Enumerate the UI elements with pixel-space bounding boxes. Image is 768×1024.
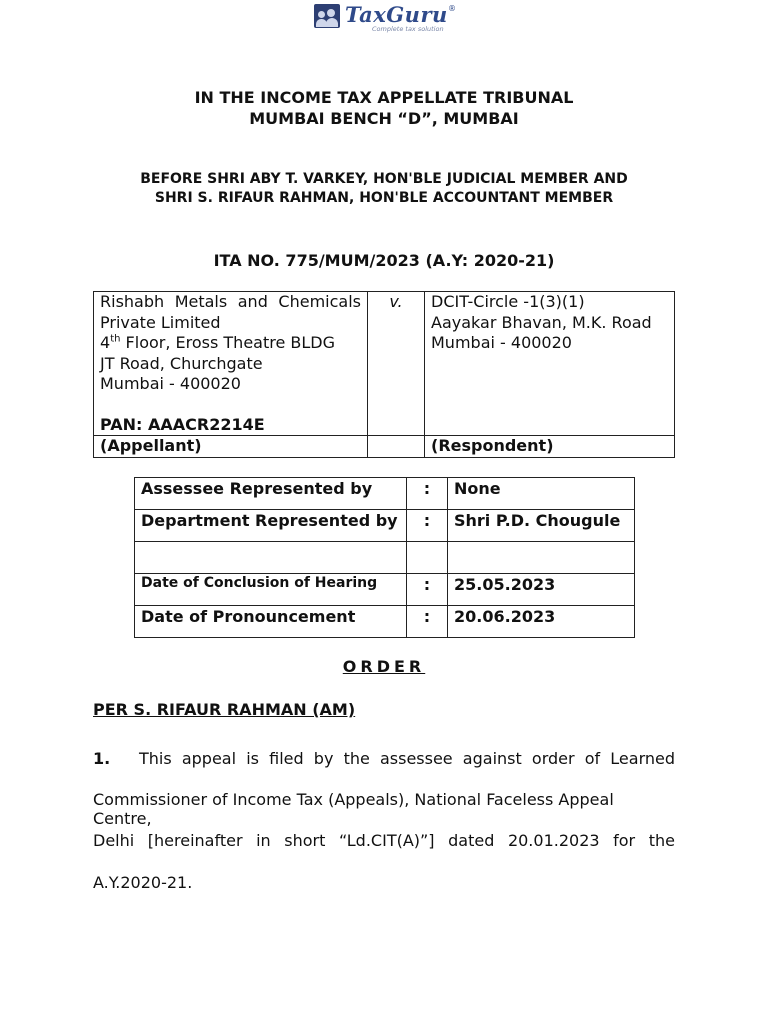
table-row [135, 510, 635, 542]
paragraph-number: 1. [93, 749, 111, 768]
rep-label: Department Represented by [135, 510, 407, 542]
rep-label [135, 542, 407, 574]
rep-sep: : [407, 574, 448, 606]
taxguru-logo [314, 2, 459, 32]
respondent-role: (Respondent) [425, 436, 675, 458]
rep-sep: : [407, 510, 448, 542]
rep-value: 20.06.2023 [448, 606, 635, 638]
rep-label: Date of Pronouncement [135, 606, 407, 638]
rep-value: 25.05.2023 [448, 574, 635, 606]
rep-sep [407, 542, 448, 574]
rep-sep: : [407, 606, 448, 638]
rep-value: None [448, 478, 635, 510]
paragraph-line4: A.Y.2020-21. [93, 873, 193, 892]
versus-cell [368, 292, 425, 436]
respondent-line1: DCIT-Circle -1(3)(1) [431, 292, 585, 311]
table-row [135, 542, 635, 574]
rep-label: Date of Conclusion of Hearing [135, 574, 407, 606]
appellant-role: (Appellant) [94, 436, 368, 458]
tribunal-heading-line1: IN THE INCOME TAX APPELLATE TRIBUNAL [194, 88, 574, 107]
appellant-name-line2: Private Limited [100, 312, 221, 332]
order-title: ORDER [342, 657, 426, 676]
appellant-address3: Mumbai - 400020 [100, 374, 241, 393]
respondent-line2: Aayakar Bhavan, M.K. Road [431, 312, 652, 332]
appellant-pan: PAN: AAACR2214E [100, 414, 265, 434]
rep-sep: : [407, 478, 448, 510]
paragraph-line3: Delhi [hereinafter in short “Ld.CIT(A)”] dated 20.01.2023 for the [93, 831, 675, 850]
respondent-line3: Mumbai - 400020 [431, 333, 572, 352]
logo-registered: ® [448, 4, 456, 13]
table-row [135, 478, 635, 510]
versus-text: v. [389, 292, 403, 311]
appellant-address2: JT Road, Churchgate [100, 353, 263, 373]
bench-line1: BEFORE SHRI ABY T. VARKEY, HON'BLE JUDICIAL MEMBER AND [140, 171, 628, 187]
appellant-name-line1: Rishabh Metals and Chemicals [100, 292, 361, 311]
people-icon [314, 4, 340, 28]
paragraph-line1: 1. This appeal is filed by the assessee against order of Learned [93, 749, 675, 768]
representation-table [134, 477, 635, 638]
paragraph-line2: Commissioner of Income Tax (Appeals), National Faceless Appeal Centre, [93, 790, 614, 828]
bench-line2: SHRI S. RIFAUR RAHMAN, HON'BLE ACCOUNTANT MEMBER [154, 190, 614, 206]
appellant-cell [94, 292, 368, 436]
rep-value: Shri P.D. Chougule [448, 510, 635, 542]
rep-value [448, 542, 635, 574]
logo-tagline: Complete tax solution [372, 25, 444, 33]
per-member: PER S. RIFAUR RAHMAN (AM) [93, 700, 356, 719]
table-row [135, 606, 635, 638]
empty-cell [368, 436, 425, 458]
respondent-cell [425, 292, 675, 436]
case-number: ITA NO. 775/MUM/2023 (A.Y: 2020-21) [213, 251, 555, 270]
rep-label: Assessee Represented by [135, 478, 407, 510]
parties-table [93, 291, 675, 458]
appellant-address1: 4th Floor, Eross Theatre BLDG [100, 333, 335, 352]
logo-brand: TaxGuru [345, 2, 448, 27]
table-row [135, 574, 635, 606]
tribunal-heading-line2: MUMBAI BENCH “D”, MUMBAI [249, 109, 519, 128]
